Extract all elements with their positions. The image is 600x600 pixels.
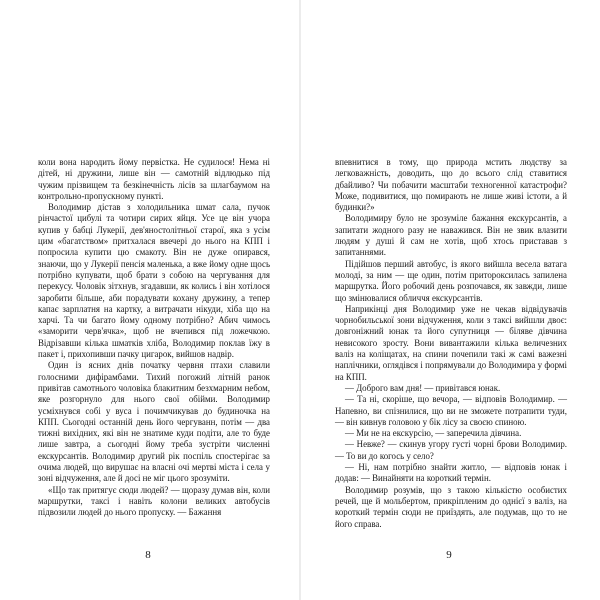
- paragraph: — Доброго вам дня! — привітався юнак.: [345, 382, 501, 393]
- paragraph: Один із ясних днів початку червня птахи славили голосними дифірамбами. Тихий погожий літній ранок привітав самотнього чоловіка блакитним безхмарним небом, яке розгорнуло для нього свої обійми. Володимир усміхнувся собі у вуса і почимчикував до будиночка на КПП. Сьогодні останній день його чергуванн, потім — два тижні вихідних, які він не знатиме куди подіти, але то буде лише завтра, а сьогодні йому треба зустріти численні екскурсантів. Володимир другий рік поспіль спостерігає за очима людей, що вирушає на власні очі мертві міста і села у зоні відчуження, але й досі не міг цього зрозуміти.: [38, 360, 270, 484]
- right-page-text: [335, 157, 567, 530]
- paragraph: Підійшов перший автобус, із якого вийшла весела ватага молоді, за ним — ще один, потім притороксилась запилена маршрутка. Його робочий день розпочався, як завжди, лише що змінювалися обличчя екскурсантів.: [335, 258, 567, 303]
- paragraph: Володимир розумів, що з такою кількістю особистих речей, ще й мольбертом, прикріпленим до однієї з валіз, на короткий термін сюди не приїздять, але подумав, що то не його справа.: [335, 484, 567, 529]
- paragraph: «Що так притягує сюди людей? — щоразу думав він, коли маршрутки, таксі і навіть колони великих автобусів підвозили людей до нього пропуску. — Бажання: [38, 484, 270, 518]
- paragraph: коли вона народить йому первістка. Не судилося! Нема ні дітей, ні дружини, лише він — самотній відлюдько під чужим прізвищем та безкінечність лісів за шлагбаумом на контрольно-пропускному пункті.: [38, 157, 270, 201]
- paragraph: Володимиру було не зрозуміле бажання екскурсантів, а запитати жодного разу не наважився. Він не звик влазити людям у душі й сам не хотів, щоб хтось приставав з запитаннями.: [335, 213, 567, 258]
- paragraph: — Та ні, скоріше, що вечора, — відповів Володимир. — Напевно, ви спізнилися, що ви не зможете потрапити туди, — він кивнув головою у бік лісу за своєю спиною.: [335, 394, 567, 427]
- paragraph: Володимир дістав з холодильника шмат сала, пучок рінчастої цибулі та чотири сирих яйця. Усе це він учора купив у бабці Лукерії, дев'яностолітньої старої, яка з усім цим «багатством» притхалася ввечері до нього на КПП і попросила купити цю смакоту. Він не дуже опирався, знаючи, що у Лукерії пенсія маленька, а вже йому одне щось потрібно купувати, щоб брати з собою на чергування для перекусу. Чоловік зітхнув, згадавши, як колись і він хотілося заробити більше, аби порадувати кохану дружину, а тепер капає зарплатня на картку, а витрачати нікуди, хіба що на харчі. Та чи багато йому одному потрібно? Абич чимось «заморити черв'ячка», щоб не вчепився під ложечкою. Відрізавши кілька шматків хліба, Володимир поклав їжу в пакет і, прихопивши пачку цигарок, вийшов надвір.: [38, 202, 270, 360]
- paragraph: — Невже? — скинув угору густі чорні брови Володимир. — То ви до когось у село?: [335, 439, 567, 461]
- paragraph: впевнитися в тому, що природа мстить людству за легковажність, доводить, що до всього слід ставитися дбайливо? Чи побачити масштаби техногенної катастрофи? Може, подивитися, що помирають не лише живі істоти, а й будинки?»: [335, 157, 567, 213]
- page-number: 8: [145, 549, 151, 561]
- right-page: [300, 0, 600, 600]
- paragraph: Наприкінці дня Володимир уже не чекав відвідувачів чорнобильської зони відчуження, коли з таксі вийшли двоє: довгоніжний юнак та його супутниця — біляве дівчина невисокого зросту. Вони вивантажили кілька величезних валіз на коліщатах, на спини почепили такі ж самі важезні наплічники, оглядівся і попрямували до Володимира у формі на КПП.: [335, 303, 567, 382]
- left-page-text: [38, 157, 270, 519]
- paragraph: — Ні, нам потрібно знайти житло, — відповів юнак і додав: — Винайняти на короткий термін.: [335, 462, 567, 484]
- paragraph: — Ми не на екскурсію, — заперечила дівчина.: [345, 428, 522, 439]
- page-number: 9: [446, 549, 452, 561]
